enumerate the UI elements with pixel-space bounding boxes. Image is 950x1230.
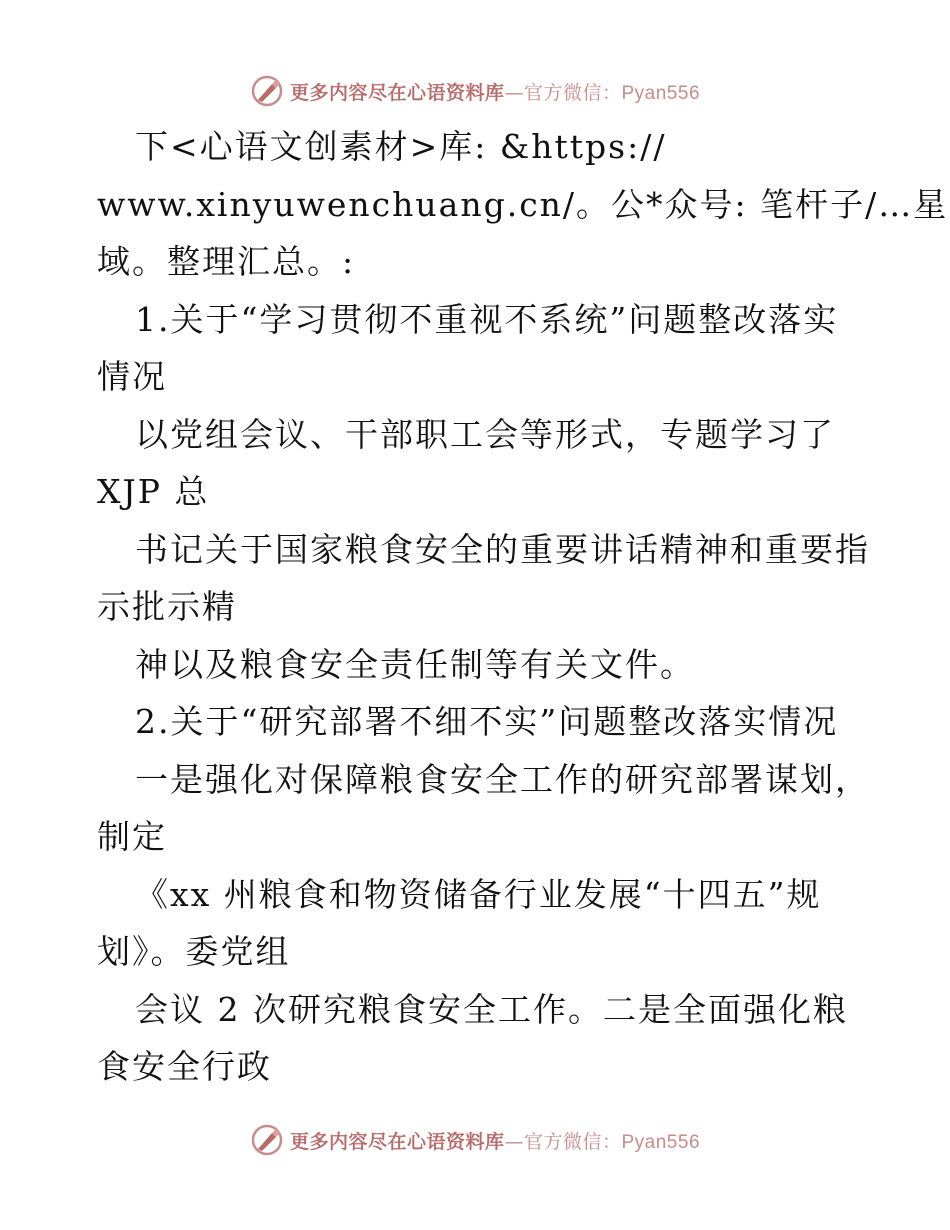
- pen-logo-icon: [250, 1123, 284, 1157]
- text-line: 神以及粮食安全责任制等有关文件。: [135, 644, 695, 684]
- text-line: 书记关于国家粮食安全的重要讲话精神和重要指: [135, 529, 870, 569]
- text-line: www.xinyuwenchuang.cn/。公*众号: 笔杆子/…星: [97, 184, 949, 224]
- text-line: 会议 2 次研究粮食安全工作。二是全面强化粮: [135, 989, 848, 1029]
- watermark-brand: 更多内容尽在心语资料库: [289, 81, 505, 104]
- text-line: 1.关于“学习贯彻不重视不系统”问题整改落实: [135, 299, 839, 339]
- text-line: 以党组会议、干部职工会等形式，专题学习了: [135, 414, 835, 454]
- text-line: 一是强化对保障粮食安全工作的研究部署谋划，: [135, 759, 870, 799]
- watermark-text: [290, 78, 700, 105]
- text-line: 制定: [97, 817, 167, 856]
- footer-watermark: [0, 1120, 950, 1160]
- watermark-dash: —: [504, 1130, 524, 1153]
- text-line: 示批示精: [97, 587, 237, 626]
- text-line: 划》。委党组: [97, 932, 291, 971]
- watermark-wechat-id: Pyan556: [621, 82, 701, 104]
- text-line: 情况: [97, 357, 167, 396]
- pen-logo-icon: [250, 74, 284, 108]
- document-body: [97, 118, 949, 1096]
- watermark-wechat-label: 官方微信：: [523, 81, 622, 104]
- text-line: XJP 总: [97, 472, 210, 511]
- watermark-dash: —: [504, 81, 524, 104]
- text-line: 下<心语文创素材>库: &https://: [135, 127, 667, 166]
- text-line: 域。整理汇总。:: [97, 242, 356, 281]
- watermark-text: [290, 1127, 700, 1154]
- watermark-brand: 更多内容尽在心语资料库: [289, 1130, 505, 1153]
- header-watermark: [0, 71, 950, 111]
- text-line: 食安全行政: [97, 1047, 272, 1086]
- text-line: 《xx 州粮食和物资储备行业发展“十四五”规: [135, 874, 822, 914]
- text-line: 2.关于“研究部署不细不实”问题整改落实情况: [135, 702, 839, 741]
- watermark-wechat-label: 官方微信：: [523, 1130, 622, 1153]
- watermark-wechat-id: Pyan556: [621, 1131, 701, 1153]
